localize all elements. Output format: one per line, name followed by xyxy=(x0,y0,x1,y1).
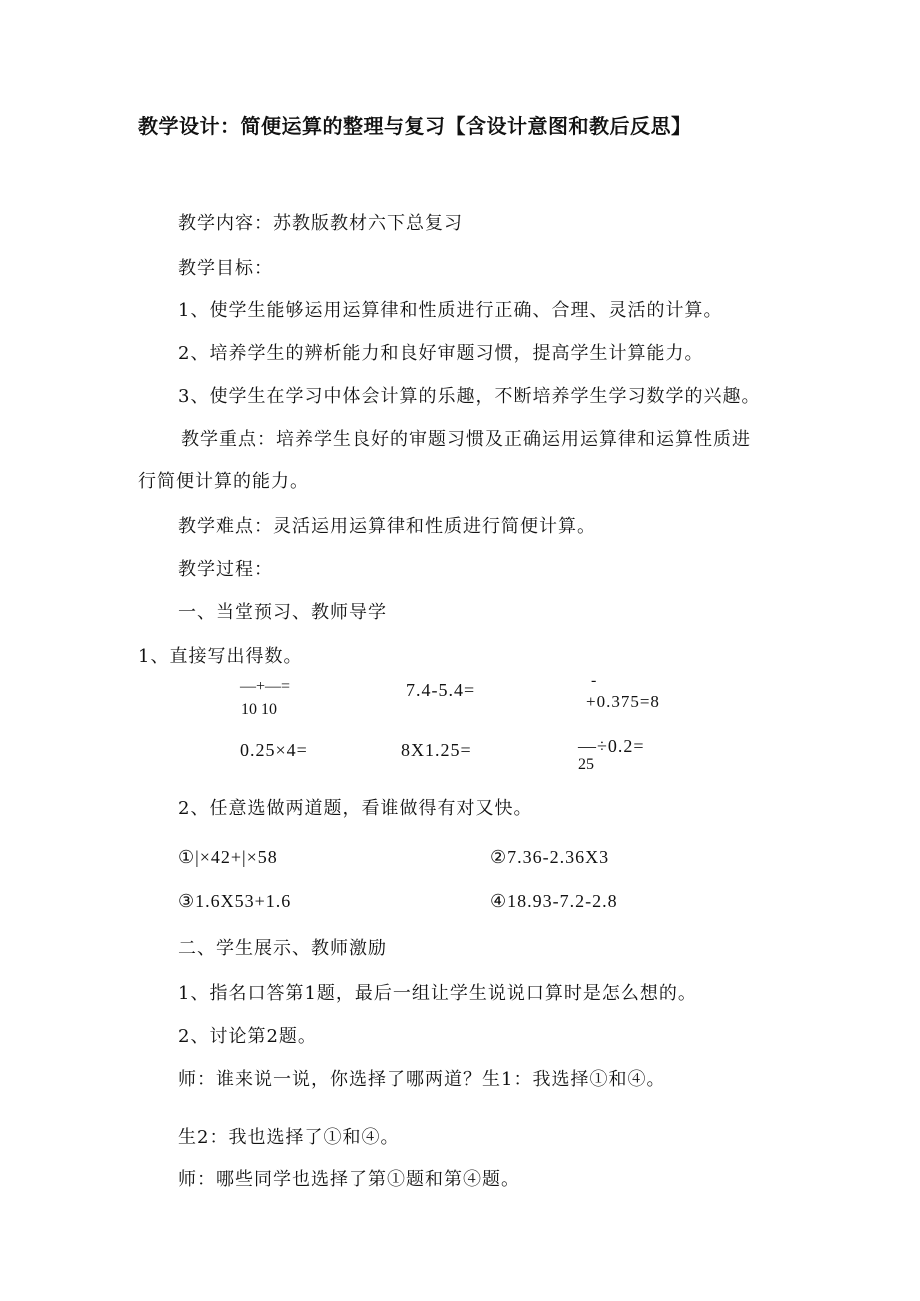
goals-heading: 教学目标： xyxy=(178,258,273,279)
goal-3: 3、使学生在学习中体会计算的乐趣，不断培养学生学习数学的兴趣。 xyxy=(178,386,761,407)
process-heading: 教学过程： xyxy=(178,559,273,580)
choice-2: ②7.36-2.36X3 xyxy=(490,847,610,867)
exercise-1b: 7.4-5.4= xyxy=(406,680,476,700)
goal-1: 1、使学生能够运用运算律和性质进行正确、合理、灵活的计算。 xyxy=(178,300,723,321)
dialog-line-3: 师：哪些同学也选择了第①题和第④题。 xyxy=(178,1169,520,1190)
exercise-1c-top: - xyxy=(591,672,597,689)
choice-1: ①|×42+|×58 xyxy=(178,847,278,867)
exercise-2a: 0.25×4= xyxy=(240,740,308,760)
question-1: 1、直接写出得数。 xyxy=(138,646,303,667)
difficulty: 教学难点：灵活运用运算律和性质进行简便计算。 xyxy=(178,516,596,537)
exercise-1a-bottom: 10 10 xyxy=(241,701,277,718)
question-2: 2、任意选做两道题，看谁做得有对又快。 xyxy=(178,798,533,819)
exercise-2b: 8X1.25= xyxy=(401,740,472,760)
exercise-2c-top: —÷0.2= xyxy=(578,736,645,756)
choice-3: ③1.6X53+1.6 xyxy=(178,891,292,911)
document-title: 教学设计：简便运算的整理与复习【含设计意图和教后反思】 xyxy=(138,114,692,138)
key-point-line-2: 行简便计算的能力。 xyxy=(138,471,309,492)
dialog-line-2: 生2：我也选择了①和④。 xyxy=(178,1127,400,1148)
key-point-line-1: 教学重点：培养学生良好的审题习惯及正确运用运算律和运算性质进 xyxy=(181,429,751,450)
exercise-2c-bottom: 25 xyxy=(578,756,594,773)
section-1-heading: 一、当堂预习、教师导学 xyxy=(178,602,387,623)
goal-2: 2、培养学生的辨析能力和良好审题习惯，提高学生计算能力。 xyxy=(178,343,704,364)
teaching-content: 教学内容：苏教版教材六下总复习 xyxy=(178,213,463,234)
section-2-heading: 二、学生展示、教师激励 xyxy=(178,938,387,959)
section-2-item-2: 2、讨论第2题。 xyxy=(178,1026,317,1047)
exercise-1a-top: —+—= xyxy=(240,678,291,695)
dialog-line-1: 师：谁来说一说，你选择了哪两道？生1：我选择①和④。 xyxy=(178,1069,666,1090)
exercise-1c: +0.375=8 xyxy=(586,692,660,711)
choice-4: ④18.93-7.2-2.8 xyxy=(490,891,618,911)
section-2-item-1: 1、指名口答第1题，最后一组让学生说说口算时是怎么想的。 xyxy=(178,983,697,1004)
